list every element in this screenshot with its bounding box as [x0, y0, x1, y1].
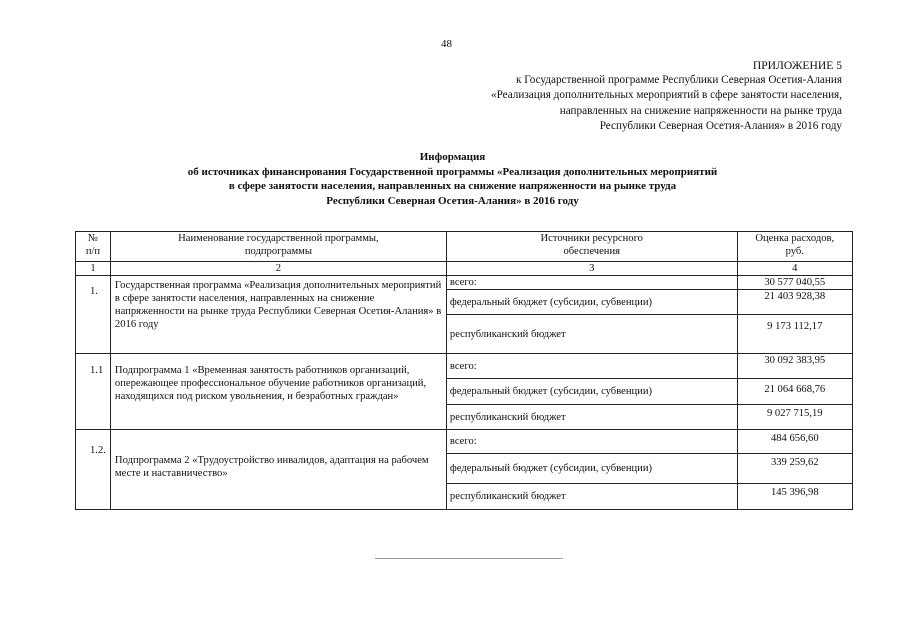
- column-number: 2: [110, 262, 446, 276]
- heading-title: Информация: [419, 151, 486, 163]
- page-number: 48: [441, 38, 452, 50]
- header-num: № п/п: [76, 232, 111, 262]
- table-header-row: [76, 232, 853, 262]
- source-cell: федеральный бюджет (субсидии, субвенции): [446, 379, 737, 405]
- value-cell: 30 092 383,95: [737, 354, 852, 379]
- source-cell: федеральный бюджет (субсидии, субвенции): [446, 454, 737, 484]
- source-cell: всего:: [446, 354, 737, 379]
- source-cell: всего:: [446, 430, 737, 454]
- header-value: Оценка расходов, руб.: [737, 232, 852, 262]
- table-row: [76, 354, 853, 379]
- document-heading: [0, 150, 905, 208]
- program-name: Подпрограмма 1 «Временная занятость работников организаций, опережающее профессиональное обучение работников организаций, находящихся под риском увольнения, и безработных граждан»: [110, 354, 446, 430]
- table-row: [76, 430, 853, 454]
- source-cell: всего:: [446, 276, 737, 290]
- financing-table: [75, 231, 853, 510]
- appendix-line: Республики Северная Осетия-Алания» в 2016 году: [599, 119, 842, 132]
- header-source: Источники ресурсного обеспечения: [446, 232, 737, 262]
- value-cell: 9 173 112,17: [737, 315, 852, 354]
- column-number: 3: [446, 262, 737, 276]
- column-number: 4: [737, 262, 852, 276]
- appendix-line: направленных на снижение напряженности на рынке труда: [559, 104, 842, 117]
- value-cell: 21 403 928,38: [737, 290, 852, 315]
- source-cell: федеральный бюджет (субсидии, субвенции): [446, 290, 737, 315]
- value-cell: 9 027 715,19: [737, 405, 852, 430]
- table-row: [76, 276, 853, 290]
- row-number: 1.: [76, 276, 111, 354]
- heading-line: Республики Северная Осетия-Алания» в 2016 году: [326, 194, 579, 207]
- footer-divider: [375, 558, 563, 559]
- value-cell: 484 656,60: [737, 430, 852, 454]
- column-number-row: [76, 262, 853, 276]
- value-cell: 339 259,62: [737, 454, 852, 484]
- appendix-title: ПРИЛОЖЕНИЕ 5: [752, 59, 842, 72]
- appendix-line: «Реализация дополнительных мероприятий в сфере занятости населения,: [490, 89, 842, 102]
- appendix-block: [491, 58, 842, 134]
- row-number: 1.1: [76, 354, 111, 430]
- column-number: 1: [76, 262, 111, 276]
- source-cell: республиканский бюджет: [446, 405, 737, 430]
- program-name: Подпрограмма 2 «Трудоустройство инвалидов, адаптация на рабочем месте и наставничество»: [110, 430, 446, 510]
- source-cell: республиканский бюджет: [446, 315, 737, 354]
- appendix-line: к Государственной программе Республики Северная Осетия-Алания: [516, 74, 842, 87]
- heading-line: об источниках финансирования Государственной программы «Реализация дополнительных мероприятий: [187, 165, 718, 178]
- program-name: Государственная программа «Реализация дополнительных мероприятий в сфере занятости населения, направленных на снижение напряженности на рынке труда Республики Северная Осетия-Алания» в 2016 году: [110, 276, 446, 354]
- heading-line: в сфере занятости населения, направленных на снижение напряженности на рынке труда: [228, 180, 677, 193]
- source-cell: республиканский бюджет: [446, 484, 737, 510]
- header-name: Наименование государственной программы, подпрограммы: [110, 232, 446, 262]
- value-cell: 145 396,98: [737, 484, 852, 510]
- value-cell: 30 577 040,55: [737, 276, 852, 290]
- value-cell: 21 064 668,76: [737, 379, 852, 405]
- row-number: 1.2.: [76, 430, 111, 510]
